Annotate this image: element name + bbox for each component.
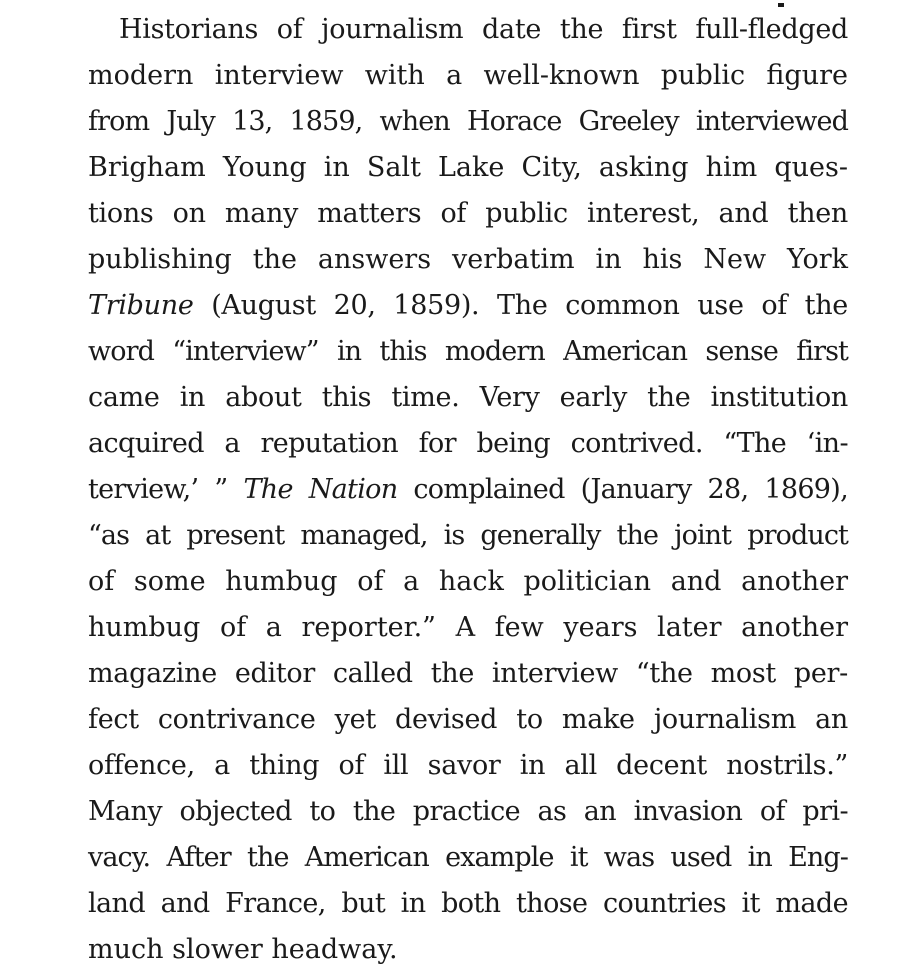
text-line: publishing the answers verbatim in his New York: [88, 244, 848, 275]
text-line: terview,’ ” The Nation complained (January 28, 1869),: [88, 474, 848, 505]
text-line: of some humbug of a hack politician and another: [88, 566, 848, 597]
text-line: from July 13, 1859, when Horace Greeley interviewed: [88, 106, 848, 137]
text-line: Brigham Young in Salt Lake City, asking him ques-: [88, 152, 848, 183]
text-line-last: much slower headway.: [88, 934, 398, 965]
text-line: came in about this time. Very early the institution: [88, 382, 848, 413]
text-line: tions on many matters of public interest, and then: [88, 198, 848, 229]
body-paragraph: [88, 7, 848, 973]
text-line: offence, a thing of ill savor in all decent nostrils.”: [88, 750, 848, 781]
text-line: “as at present managed, is generally the joint product: [88, 520, 848, 551]
text-line: word “interview” in this modern American sense first: [88, 336, 848, 367]
text-line: fect contrivance yet devised to make journalism an: [88, 704, 848, 735]
text-line: vacy. After the American example it was used in Eng-: [88, 842, 848, 873]
text-line: acquired a reputation for being contrived. “The ‘in-: [88, 428, 848, 459]
text-line: humbug of a reporter.” A few years later another: [88, 612, 848, 643]
text-line: Historians of journalism date the first full-fledged: [119, 14, 848, 45]
previous-line-descender: [778, 3, 784, 7]
text-line: modern interview with a well-known public figure: [88, 60, 848, 91]
document-page: [88, 7, 848, 973]
text-line: Tribune (August 20, 1859). The common use of the: [88, 290, 848, 321]
text-line: land and France, but in both those countries it made: [88, 888, 848, 919]
text-line: magazine editor called the interview “the most per-: [88, 658, 848, 689]
text-line: Many objected to the practice as an invasion of pri-: [88, 796, 848, 827]
